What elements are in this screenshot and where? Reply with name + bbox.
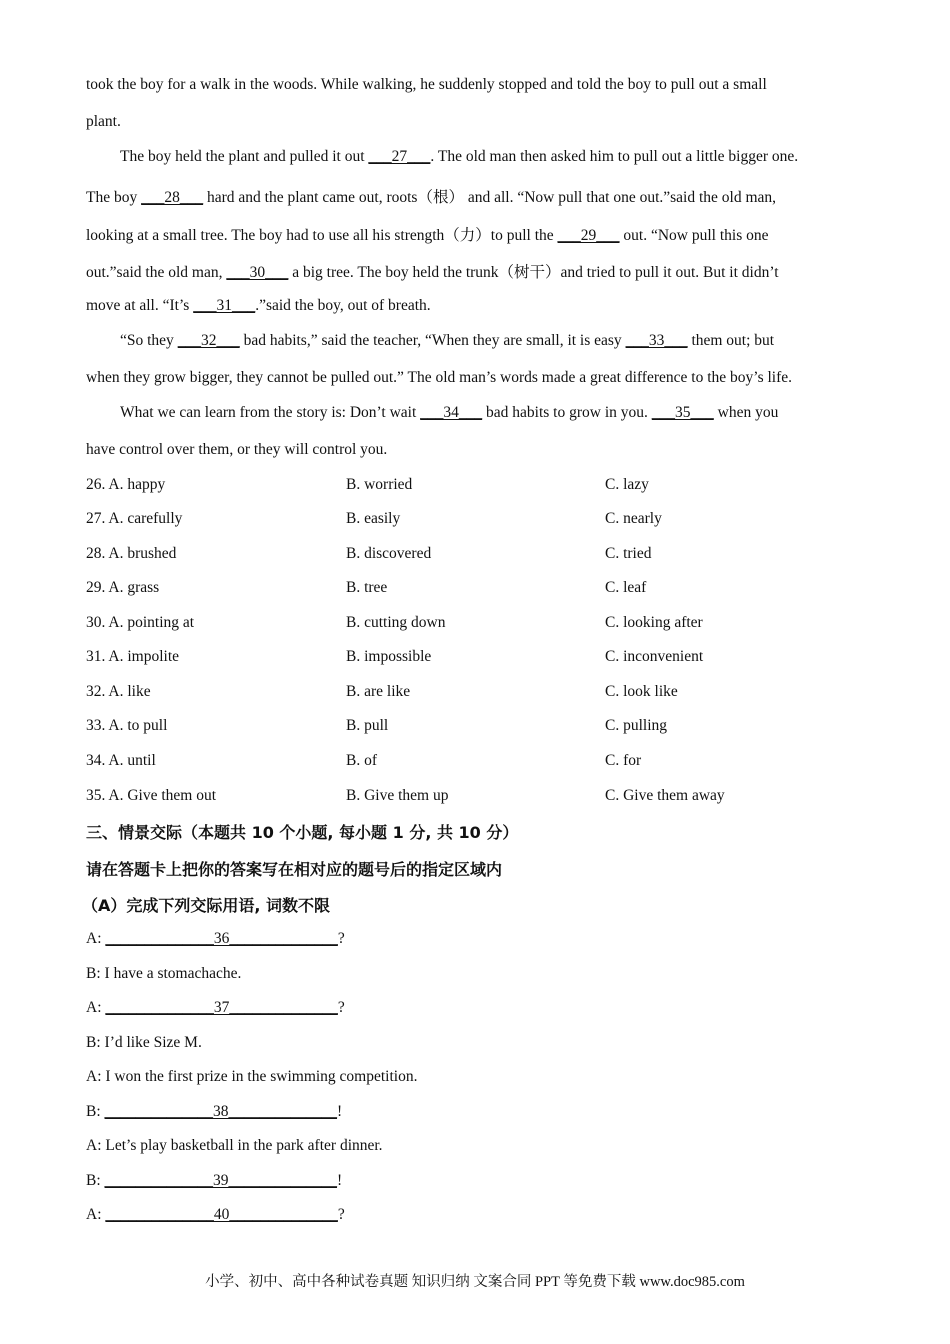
passage-text: took the boy for a walk in the woods. While walking, he suddenly stopped and told the boy to pull out a small <box>86 76 767 93</box>
dialog-line <box>86 1172 342 1190</box>
speaker-label: A: <box>86 930 106 947</box>
punctuation: ! <box>337 1103 343 1120</box>
speaker-label: A: <box>86 1068 106 1085</box>
option-row <box>86 648 886 670</box>
option-row <box>86 545 886 567</box>
speaker-label: B: <box>86 1034 105 1051</box>
option-a[interactable]: 26. A. happy <box>86 476 166 493</box>
blank-28[interactable]: ___28___ <box>141 189 204 206</box>
speaker-label: A: <box>86 1137 106 1154</box>
passage-text: . The old man then asked him to pull out a little bigger one. <box>430 148 799 165</box>
option-b[interactable]: B. worried <box>346 476 413 493</box>
passage-text: when they grow bigger, they cannot be pulled out.” The old man’s words made a great difference to the boy’s life. <box>86 369 792 386</box>
blank-34[interactable]: ___34___ <box>420 404 483 421</box>
option-b[interactable]: B. pull <box>346 717 389 734</box>
option-row <box>86 579 886 601</box>
option-b[interactable]: B. easily <box>346 510 401 527</box>
section-instruction: 请在答题卡上把你的答案写在相对应的题号后的指定区域内 <box>86 860 503 879</box>
passage-text: out.”said the old man, <box>86 264 227 281</box>
passage-text: looking at a small tree. The boy had to use all his strength（力）to pull the <box>86 227 558 244</box>
dialog-text: I won the first prize in the swimming competition. <box>105 1068 418 1085</box>
passage-text: move at all. “It’s <box>86 297 194 314</box>
option-c[interactable]: C. look like <box>605 683 678 700</box>
dialog-text: I have a stomachache. <box>104 965 242 982</box>
option-a[interactable]: 29. A. grass <box>86 579 160 596</box>
passage-text: bad habits to grow in you. <box>482 404 652 421</box>
option-c[interactable]: C. looking after <box>605 614 703 631</box>
passage-line <box>86 297 431 315</box>
passage-line <box>86 441 387 459</box>
blank-39[interactable]: ______________39______________ <box>104 1172 338 1189</box>
page-footer: 小学、初中、高中各种试卷真题 知识归纳 文案合同 PPT 等免费下载 www.doc985.com <box>205 1274 745 1290</box>
option-row <box>86 476 886 498</box>
option-c[interactable]: C. inconvenient <box>605 648 704 665</box>
dialog-text: Let’s play basketball in the park after dinner. <box>105 1137 383 1154</box>
speaker-label: B: <box>86 1103 105 1120</box>
dialog-line <box>86 999 345 1017</box>
option-b[interactable]: B. tree <box>346 579 388 596</box>
dialog-text: I’d like Size M. <box>104 1034 202 1051</box>
dialog-line <box>86 965 241 983</box>
option-c[interactable]: C. Give them away <box>605 787 725 804</box>
passage-text: The boy held the plant and pulled it out <box>120 148 369 165</box>
passage-text: The boy <box>86 189 142 206</box>
option-c[interactable]: C. leaf <box>605 579 647 596</box>
passage-text: a big tree. The boy held the trunk（树干）and tried to pull it out. But it didn’t <box>288 264 779 281</box>
passage-text: “So they <box>120 332 178 349</box>
option-row <box>86 787 886 809</box>
blank-27[interactable]: ___27___ <box>368 148 431 165</box>
passage-line <box>120 332 774 350</box>
passage-line <box>120 148 798 166</box>
passage-text: have control over them, or they will control you. <box>86 441 388 458</box>
passage-line <box>86 369 792 387</box>
passage-text: out. “Now pull this one <box>619 227 769 244</box>
blank-37[interactable]: ______________37______________ <box>105 999 338 1016</box>
option-a[interactable]: 28. A. brushed <box>86 545 177 562</box>
blank-36[interactable]: ______________36______________ <box>105 930 338 947</box>
option-a[interactable]: 27. A. carefully <box>86 510 183 527</box>
passage-line <box>86 185 776 207</box>
dialog-line <box>86 1068 417 1086</box>
dialog-line <box>86 1034 202 1052</box>
option-a[interactable]: 35. A. Give them out <box>86 787 217 804</box>
option-row <box>86 683 886 705</box>
passage-line <box>86 113 121 131</box>
section-title: 三、情景交际（本题共 10 个小题, 每小题 1 分, 共 10 分） <box>86 823 519 842</box>
option-b[interactable]: B. discovered <box>346 545 432 562</box>
option-a[interactable]: 31. A. impolite <box>86 648 179 665</box>
passage-text: hard and the plant came out, roots（根） and all. “Now pull that one out.”said the old man, <box>203 189 777 206</box>
passage-line <box>86 260 779 282</box>
blank-30[interactable]: ___30___ <box>226 264 289 281</box>
dialog-line <box>86 1206 345 1224</box>
option-row <box>86 717 886 739</box>
option-a[interactable]: 30. A. pointing at <box>86 614 195 631</box>
blank-31[interactable]: ___31___ <box>193 297 256 314</box>
passage-text: plant. <box>86 113 121 130</box>
passage-line <box>86 223 769 245</box>
passage-text: bad habits,” said the teacher, “When they are small, it is easy <box>239 332 626 349</box>
blank-33[interactable]: ___33___ <box>625 332 688 349</box>
option-a[interactable]: 34. A. until <box>86 752 156 769</box>
option-b[interactable]: B. Give them up <box>346 787 449 804</box>
punctuation: ? <box>337 1206 345 1223</box>
punctuation: ! <box>337 1172 343 1189</box>
part-a-title: （A）完成下列交际用语, 词数不限 <box>82 896 331 915</box>
passage-text: when you <box>713 404 779 421</box>
speaker-label: A: <box>86 999 106 1016</box>
passage-text: them out; but <box>687 332 775 349</box>
option-c[interactable]: C. nearly <box>605 510 662 527</box>
passage-line <box>86 76 767 94</box>
punctuation: ? <box>337 999 345 1016</box>
blank-38[interactable]: ______________38______________ <box>104 1103 338 1120</box>
option-b[interactable]: B. are like <box>346 683 411 700</box>
speaker-label: B: <box>86 965 105 982</box>
option-b[interactable]: B. cutting down <box>346 614 446 631</box>
option-c[interactable]: C. lazy <box>605 476 649 493</box>
option-b[interactable]: B. impossible <box>346 648 432 665</box>
dialog-line <box>86 1137 383 1155</box>
option-c[interactable]: C. tried <box>605 545 652 562</box>
dialog-line <box>86 1103 342 1121</box>
option-b[interactable]: B. of <box>346 752 377 769</box>
option-a[interactable]: 32. A. like <box>86 683 151 700</box>
blank-32[interactable]: ___32___ <box>177 332 240 349</box>
option-row <box>86 752 886 774</box>
dialog-line <box>86 930 345 948</box>
blank-40[interactable]: ______________40______________ <box>105 1206 338 1223</box>
blank-29[interactable]: ___29___ <box>557 227 620 244</box>
passage-text: What we can learn from the story is: Don’t wait <box>120 404 421 421</box>
punctuation: ? <box>337 930 345 947</box>
passage-text: .”said the boy, out of breath. <box>255 297 431 314</box>
option-row <box>86 510 886 532</box>
speaker-label: B: <box>86 1172 105 1189</box>
blank-35[interactable]: ___35___ <box>651 404 714 421</box>
option-row <box>86 614 886 636</box>
option-a[interactable]: 33. A. to pull <box>86 717 168 734</box>
passage-line <box>120 404 778 422</box>
option-c[interactable]: C. for <box>605 752 642 769</box>
option-c[interactable]: C. pulling <box>605 717 668 734</box>
speaker-label: A: <box>86 1206 106 1223</box>
